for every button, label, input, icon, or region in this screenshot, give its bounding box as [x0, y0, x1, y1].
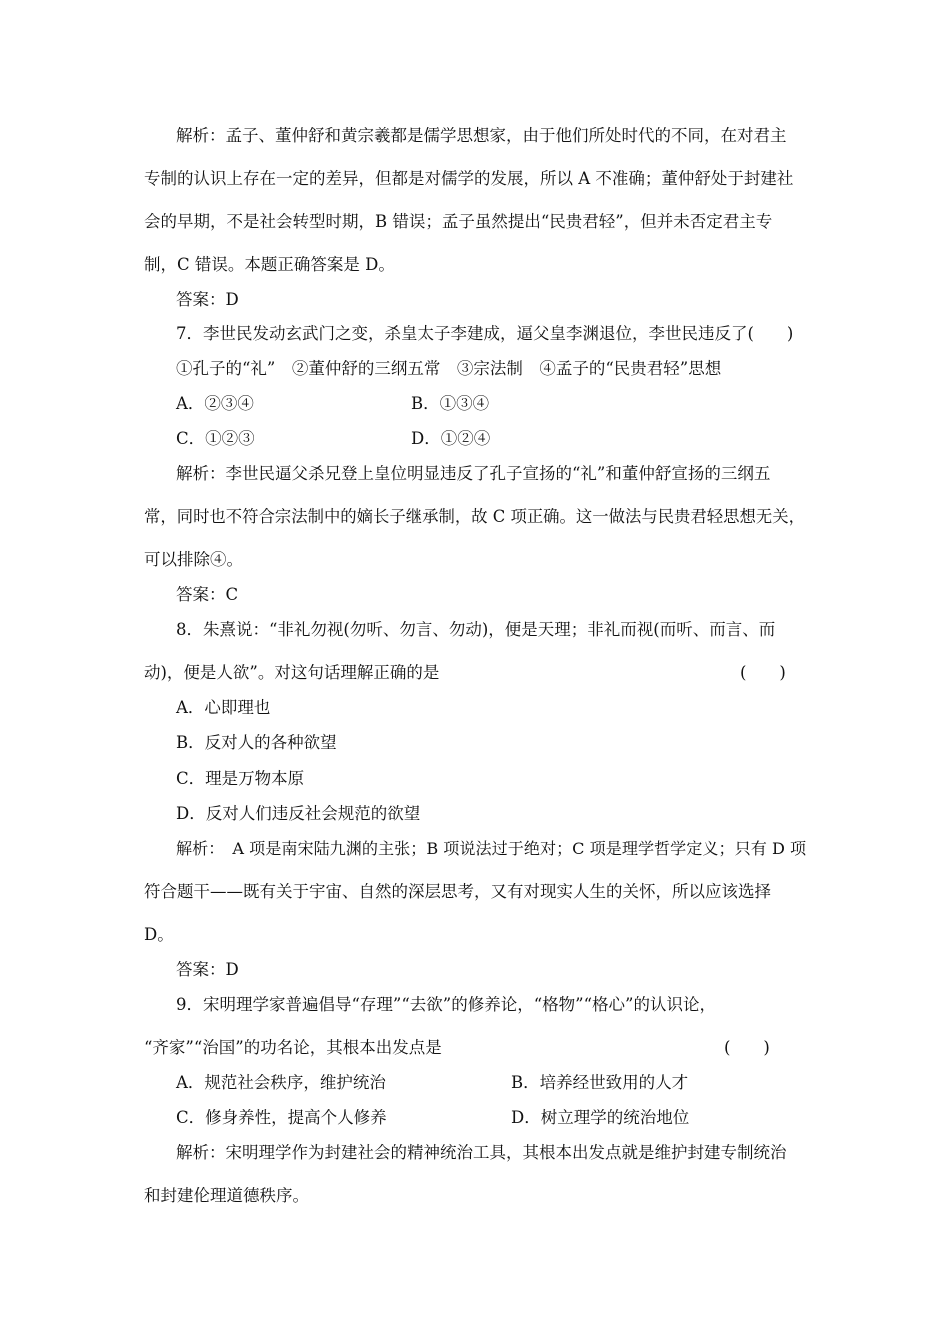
q7-items: ①孔子的“礼” ②董仲舒的三纲五常 ③宗法制 ④孟子的“民贵君轻”思想: [176, 359, 722, 378]
q7-analysis-line-1: 解析：李世民逼父杀兄登上皇位明显违反了孔子宣扬的“礼”和董仲舒宣扬的三纲五: [176, 464, 771, 483]
q7-option-c: C．①②③: [176, 429, 255, 448]
q7-analysis-line-2: 常，同时也不符合宗法制中的嫡长子继承制，故 C 项正确。这一做法与民贵君轻思想无关，: [144, 507, 805, 526]
q6-analysis-line-3: 会的早期，不是社会转型时期，B 错误；孟子虽然提出“民贵君轻”，但并未否定君主专: [144, 212, 773, 231]
q6-answer: 答案：D: [176, 290, 239, 309]
q8-analysis-line-1: 解析： A 项是南宋陆九渊的主张；B 项说法过于绝对；C 项是理学哲学定义；只有 D 项: [176, 839, 807, 858]
q7-answer: 答案：C: [176, 585, 239, 604]
q9-option-c: C．修身养性，提高个人修养: [176, 1108, 387, 1127]
q9-option-b: B．培养经世致用的人才: [511, 1073, 689, 1092]
q8-analysis-line-3: D。: [144, 925, 174, 944]
q7-option-b: B．①③④: [411, 394, 490, 413]
q8-analysis-line-2: 符合题干——既有关于宇宙、自然的深层思考，又有对现实人生的关怀，所以应该选择: [144, 882, 771, 901]
q6-analysis-line-1: 解析：孟子、董仲舒和黄宗羲都是儒学思想家，由于他们所处时代的不同，在对君主: [176, 126, 787, 145]
q9-analysis-line-2: 和封建伦理道德秩序。: [144, 1186, 309, 1205]
q7-stem: 7．李世民发动玄武门之变，杀皇太子李建成，逼父皇李渊退位，李世民违反了( ): [176, 324, 794, 343]
q8-option-a: A．心即理也: [176, 698, 271, 717]
q7-analysis-line-3: 可以排除④。: [144, 550, 243, 569]
q9-answer-blank: ( ): [724, 1038, 770, 1057]
q8-stem-line-1: 8．朱熹说：“非礼勿视(勿听、勿言、勿动)，便是天理；非礼而视(而听、而言、而: [176, 620, 776, 639]
q8-stem-line-2: 动)，便是人欲”。对这句话理解正确的是: [144, 663, 440, 682]
q6-analysis-line-2: 专制的认识上存在一定的差异，但都是对儒学的发展，所以 A 不准确；董仲舒处于封建社: [144, 169, 794, 188]
q9-stem-line-2: “齐家”“治国”的功名论，其根本出发点是: [144, 1038, 442, 1057]
q8-option-b: B．反对人的各种欲望: [176, 733, 337, 752]
q8-option-d: D．反对人们违反社会规范的欲望: [176, 804, 421, 823]
q9-option-d: D．树立理学的统治地位: [511, 1108, 690, 1127]
q6-analysis-line-4: 制，C 错误。本题正确答案是 D。: [144, 255, 395, 274]
q7-option-d: D．①②④: [411, 429, 491, 448]
q8-option-c: C．理是万物本原: [176, 769, 305, 788]
q9-stem-line-1: 9．宋明理学家普遍倡导“存理”“去欲”的修养论，“格物”“格心”的认识论，: [176, 995, 716, 1014]
q7-option-a: A．②③④: [176, 394, 254, 413]
q9-option-a: A．规范社会秩序，维护统治: [176, 1073, 386, 1092]
q8-answer: 答案：D: [176, 960, 239, 979]
q8-answer-blank: ( ): [740, 663, 786, 682]
q9-analysis-line-1: 解析：宋明理学作为封建社会的精神统治工具，其根本出发点就是维护封建专制统治: [176, 1143, 787, 1162]
